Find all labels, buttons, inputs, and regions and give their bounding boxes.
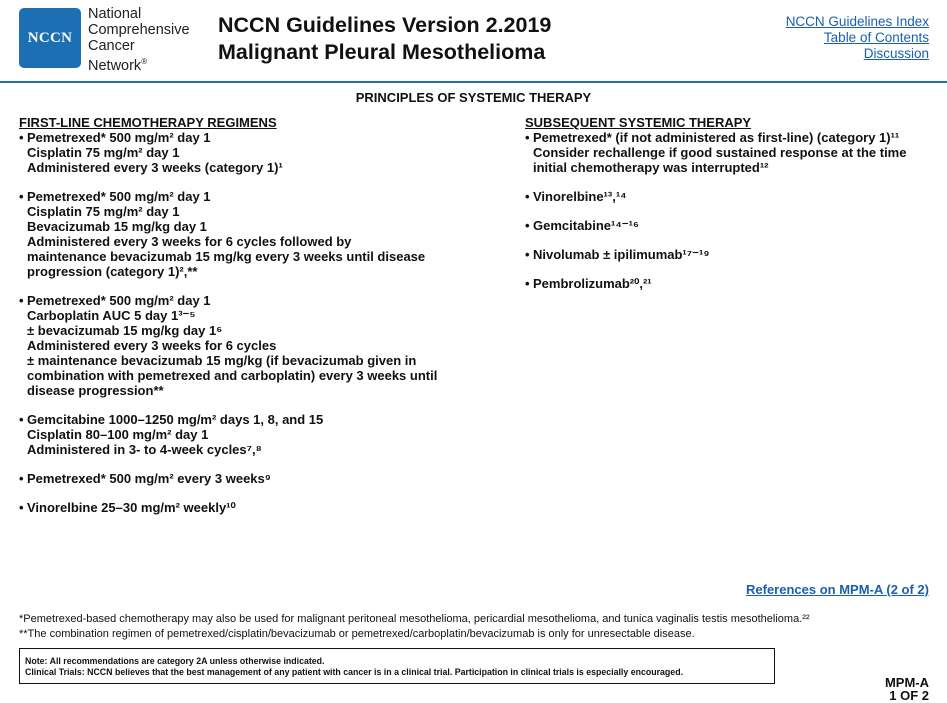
first-line-regimen-line: combination with pemetrexed and carboplatin) every 3 weeks until bbox=[27, 368, 438, 383]
first-line-regimen-line: Pemetrexed* 500 mg/m² day 1 bbox=[27, 189, 211, 204]
first-line-regimen-line: progression (category 1)²,** bbox=[27, 264, 198, 279]
section-title: PRINCIPLES OF SYSTEMIC THERAPY bbox=[355, 90, 592, 105]
table-of-contents-link[interactable]: Table of Contents bbox=[823, 30, 929, 45]
first-line-regimen-line: Administered every 3 weeks for 6 cycles followed by bbox=[27, 234, 352, 249]
nccn-logo bbox=[19, 8, 81, 68]
first-line-regimen-item bbox=[19, 189, 489, 279]
subsequent-regimen-line: Consider rechallenge if good sustained response at the time bbox=[533, 145, 907, 160]
bullet-icon: • bbox=[19, 130, 24, 145]
first-line-regimen-item bbox=[19, 293, 489, 398]
subsequent-regimen-item bbox=[525, 189, 935, 204]
first-line-regimen-item bbox=[19, 500, 489, 515]
first-line-regimen-line: Bevacizumab 15 mg/kg day 1 bbox=[27, 219, 207, 234]
subsequent-regimen-item bbox=[525, 218, 935, 233]
clinical-trials-line: Clinical Trials: NCCN believes that the best management of any patient with cancer is in a clinical trial. Participation in clinical trials is especially encouraged. bbox=[25, 667, 684, 677]
first-line-regimen-line: Pemetrexed* 500 mg/m² day 1 bbox=[27, 130, 211, 145]
first-line-regimen-line: Administered in 3- to 4-week cycles⁷,⁸ bbox=[27, 442, 262, 457]
references-link[interactable]: References on MPM-A (2 of 2) bbox=[746, 582, 929, 597]
subsequent-regimen-line: initial chemotherapy was interrupted¹² bbox=[533, 160, 769, 175]
footnotes bbox=[19, 612, 929, 642]
bullet-icon: • bbox=[19, 293, 24, 308]
first-line-regimen-line: maintenance bevacizumab 15 mg/kg every 3 weeks until disease bbox=[27, 249, 426, 264]
logo-line-national: National bbox=[88, 6, 142, 22]
footnote-pemetrexed: *Pemetrexed-based chemotherapy may also be used for malignant peritoneal mesothelioma, pericardial mesothelioma, and tunica vaginalis testis mesothelioma.²² bbox=[19, 613, 810, 625]
page-code-id: MPM-A bbox=[884, 675, 929, 690]
first-line-regimen-line: Cisplatin 75 mg/m² day 1 bbox=[27, 204, 180, 219]
subsequent-heading: SUBSEQUENT SYSTEMIC THERAPY bbox=[525, 115, 752, 130]
logo-line-cancer: Cancer bbox=[88, 38, 135, 54]
bullet-icon: • bbox=[525, 218, 530, 233]
first-line-regimen-line: Administered every 3 weeks for 6 cycles bbox=[27, 338, 277, 353]
page-number: 1 OF 2 bbox=[889, 688, 929, 703]
bullet-icon: • bbox=[525, 130, 530, 145]
subsequent-regimen-line: Nivolumab ± ipilimumab¹⁷⁻¹⁹ bbox=[533, 247, 710, 262]
bullet-icon: • bbox=[525, 276, 530, 291]
header-nav bbox=[786, 14, 929, 62]
registered-mark: ® bbox=[141, 57, 148, 66]
footnote-combination: **The combination regimen of pemetrexed/cisplatin/bevacizumab or pemetrexed/carboplatin/bevacizumab is only for unresectable disease. bbox=[19, 628, 695, 640]
subsequent-list bbox=[525, 130, 935, 291]
first-line-heading: FIRST-LINE CHEMOTHERAPY REGIMENS bbox=[19, 115, 277, 130]
subsequent-regimen-item bbox=[525, 276, 935, 291]
subsequent-regimen-line: Pembrolizumab²⁰,²¹ bbox=[533, 276, 652, 291]
first-line-regimen-line: Pemetrexed* 500 mg/m² every 3 weeks⁹ bbox=[27, 471, 271, 486]
logo-wordmark bbox=[88, 6, 190, 74]
first-line-regimen-line: Carboplatin AUC 5 day 1³⁻⁵ bbox=[27, 308, 196, 323]
bullet-icon: • bbox=[19, 500, 24, 515]
page-code bbox=[885, 676, 929, 702]
first-line-regimen-line: ± maintenance bevacizumab 15 mg/kg (if bevacizumab given in bbox=[27, 353, 417, 368]
guidelines-index-link[interactable]: NCCN Guidelines Index bbox=[785, 14, 929, 29]
guideline-version: NCCN Guidelines Version 2.2019 bbox=[218, 13, 552, 37]
bullet-icon: • bbox=[525, 189, 530, 204]
subsequent-regimen-line: Gemcitabine¹⁴⁻¹⁶ bbox=[533, 218, 639, 233]
note-line: Note: All recommendations are category 2A unless otherwise indicated. bbox=[25, 656, 325, 666]
subsequent-regimen-line: Pemetrexed* (if not administered as first-line) (category 1)¹¹ bbox=[533, 130, 900, 145]
subsequent-column bbox=[525, 115, 935, 305]
logo-line-network: Network® bbox=[88, 57, 148, 74]
bullet-icon: • bbox=[19, 412, 24, 427]
first-line-regimen-item bbox=[19, 471, 489, 486]
first-line-regimen-line: Pemetrexed* 500 mg/m² day 1 bbox=[27, 293, 211, 308]
note-box bbox=[19, 648, 775, 684]
first-line-regimen-item bbox=[19, 130, 489, 175]
discussion-link[interactable]: Discussion bbox=[863, 46, 929, 61]
logo-line-comprehensive: Comprehensive bbox=[88, 22, 190, 38]
first-line-list bbox=[19, 130, 489, 515]
first-line-regimen-line: Vinorelbine 25–30 mg/m² weekly¹⁰ bbox=[27, 500, 236, 515]
bullet-icon: • bbox=[19, 189, 24, 204]
first-line-regimen-line: ± bevacizumab 15 mg/kg day 1⁶ bbox=[27, 323, 223, 338]
first-line-regimen-line: disease progression** bbox=[27, 383, 164, 398]
logo-abbrev: NCCN bbox=[27, 29, 73, 46]
bullet-icon: • bbox=[19, 471, 24, 486]
first-line-regimen-line: Administered every 3 weeks (category 1)¹ bbox=[27, 160, 283, 175]
header-divider bbox=[0, 81, 947, 83]
subsequent-regimen-line: Vinorelbine¹³,¹⁴ bbox=[533, 189, 627, 204]
bullet-icon: • bbox=[525, 247, 530, 262]
first-line-regimen-line: Cisplatin 80–100 mg/m² day 1 bbox=[27, 427, 209, 442]
subsequent-regimen-item bbox=[525, 247, 935, 262]
guideline-topic: Malignant Pleural Mesothelioma bbox=[218, 40, 546, 64]
first-line-regimen-line: Gemcitabine 1000–1250 mg/m² days 1, 8, and 15 bbox=[27, 412, 324, 427]
page-title bbox=[218, 12, 551, 66]
first-line-regimen-item bbox=[19, 412, 489, 457]
first-line-regimen-line: Cisplatin 75 mg/m² day 1 bbox=[27, 145, 180, 160]
first-line-column bbox=[19, 115, 489, 529]
subsequent-regimen-item bbox=[525, 130, 935, 175]
